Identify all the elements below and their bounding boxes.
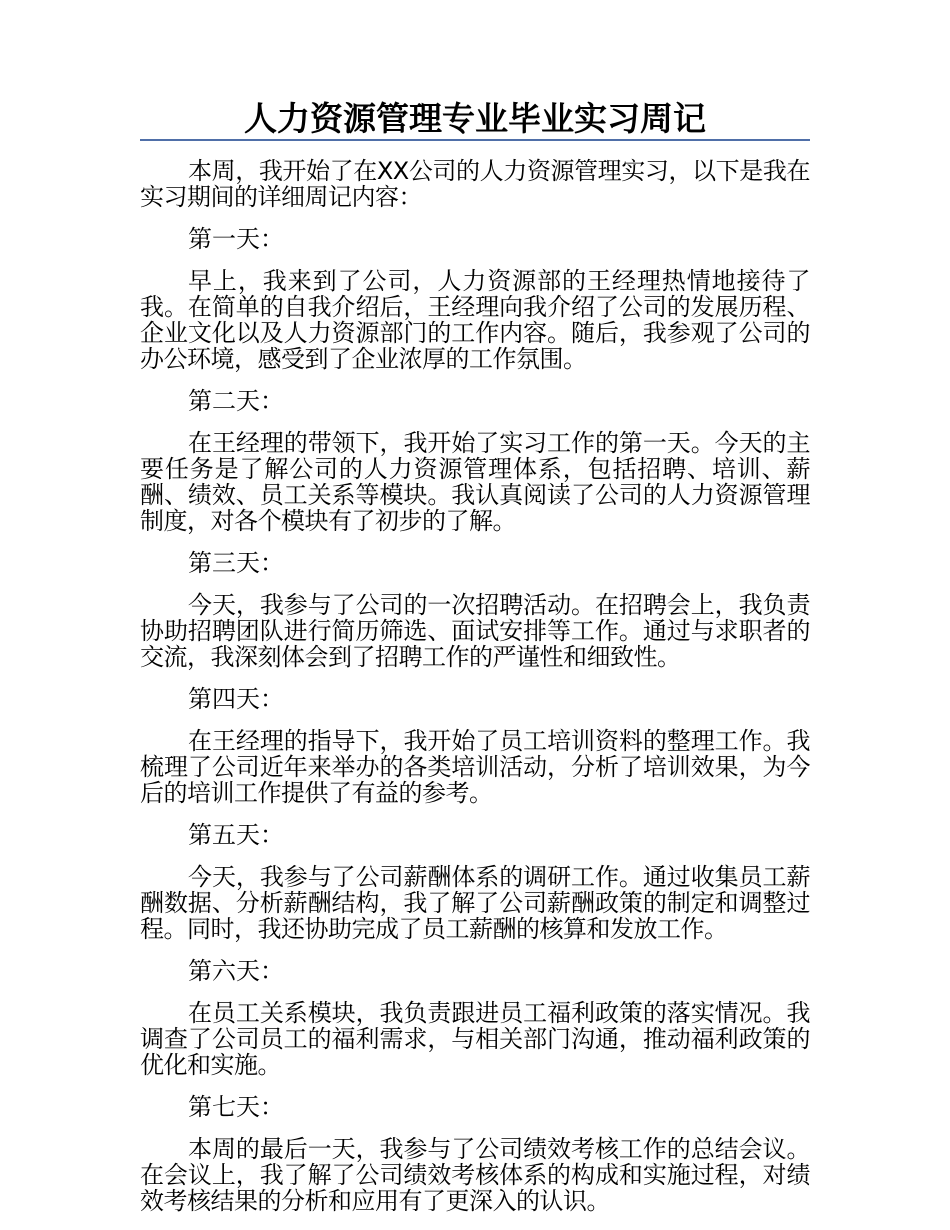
day-heading: 第一天： <box>188 225 284 253</box>
day-heading: 第二天： <box>188 387 284 415</box>
title-underline <box>140 139 810 141</box>
document-title: 人力资源管理专业毕业实习周记 <box>244 99 706 138</box>
document-body <box>140 158 810 1230</box>
day-heading: 第三天： <box>188 549 284 577</box>
day-paragraph: 今天，我参与了公司的一次招聘活动。在招聘会上，我负责协助招聘团队进行简历筛选、面试安排等工作。通过与求职者的交流，我深刻体会到了招聘工作的严谨性和细致性。 <box>140 591 810 671</box>
day-paragraph: 今天，我参与了公司薪酬体系的调研工作。通过收集员工薪酬数据、分析薪酬结构，我了解了公司薪酬政策的制定和调整过程。同时，我还协助完成了员工薪酬的核算和发放工作。 <box>140 863 810 943</box>
day-paragraph: 在员工关系模块，我负责跟进员工福利政策的落实情况。我调查了公司员工的福利需求，与相关部门沟通，推动福利政策的优化和实施。 <box>140 999 810 1079</box>
day-paragraph: 本周的最后一天，我参与了公司绩效考核工作的总结会议。在会议上，我了解了公司绩效考核体系的构成和实施过程，对绩效考核结果的分析和应用有了更深入的认识。 <box>140 1135 810 1215</box>
day-paragraph: 在王经理的指导下，我开始了员工培训资料的整理工作。我梳理了公司近年来举办的各类培训活动，分析了培训效果，为今后的培训工作提供了有益的参考。 <box>140 727 810 807</box>
day-heading: 第五天： <box>188 821 284 849</box>
intro-paragraph: 本周，我开始了在XX公司的人力资源管理实习，以下是我在实习期间的详细周记内容： <box>140 157 810 211</box>
day-paragraph: 在王经理的带领下，我开始了实习工作的第一天。今天的主要任务是了解公司的人力资源管理体系，包括招聘、培训、薪酬、绩效、员工关系等模块。我认真阅读了公司的人力资源管理制度，对各个模块有了初步的了解。 <box>140 429 810 535</box>
day-heading: 第七天： <box>188 1093 284 1121</box>
day-heading: 第四天： <box>188 685 284 713</box>
day-paragraph: 早上，我来到了公司，人力资源部的王经理热情地接待了我。在简单的自我介绍后，王经理向我介绍了公司的发展历程、企业文化以及人力资源部门的工作内容。随后，我参观了公司的办公环境，感受到了企业浓厚的工作氛围。 <box>140 267 810 373</box>
day-heading: 第六天： <box>188 957 284 985</box>
